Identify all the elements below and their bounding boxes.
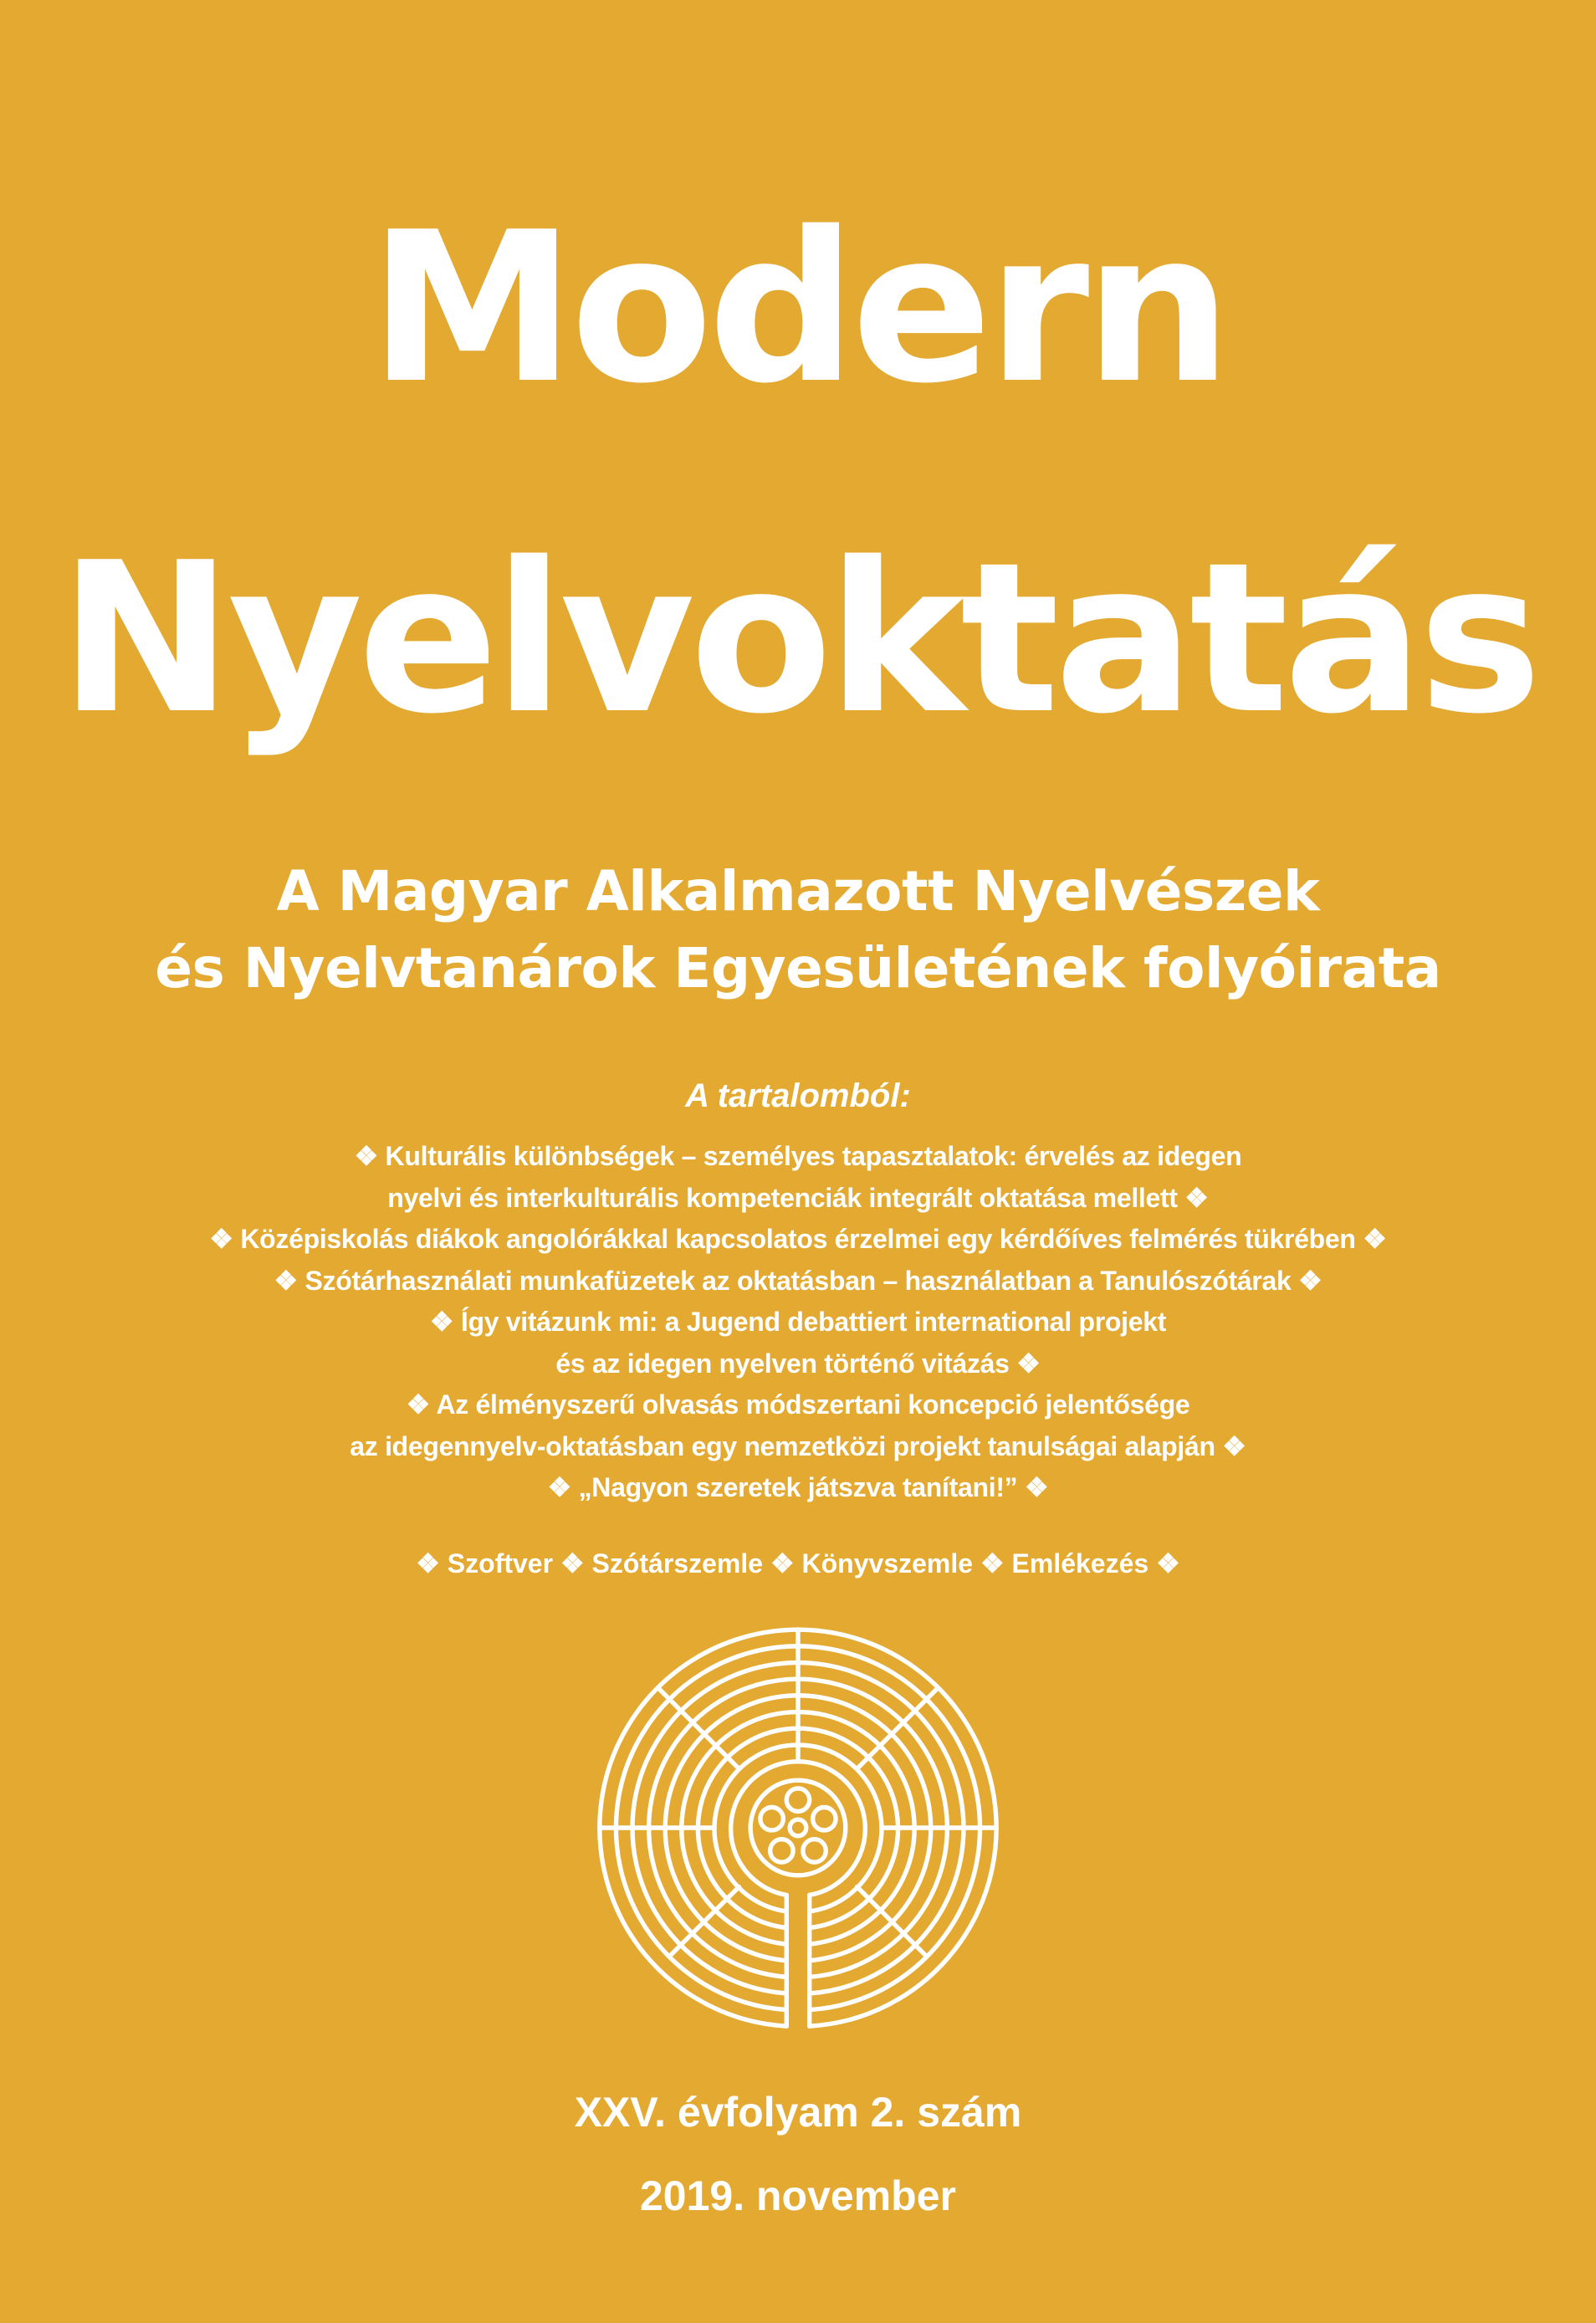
issue-number: XXV. évfolyam 2. szám bbox=[574, 2089, 1022, 2136]
contents-line: ❖ Szótárhasználati munkafüzetek az oktatásban – használatban a Tanulószótárak ❖ bbox=[274, 1265, 1322, 1296]
contents-line: az idegennyelv-oktatásban egy nemzetközi projekt tanulságai alapján ❖ bbox=[350, 1430, 1246, 1461]
contents-line: ❖ Középiskolás diákok angolórákkal kapcsolatos érzelmei egy kérdőíves felmérés tükrében ❖ bbox=[209, 1224, 1387, 1254]
title-line-2: Nyelvoktatás bbox=[59, 519, 1537, 760]
sections-line: ❖ Szoftver ❖ Szótárszemle ❖ Könyvszemle ❖ Emlékezés ❖ bbox=[416, 1548, 1180, 1579]
subtitle bbox=[0, 853, 1596, 1007]
subtitle-line-2: és Nyelvtanárok Egyesületének folyóirata bbox=[155, 936, 1441, 1000]
contents-line: ❖ Így vitázunk mi: a Jugend debattiert international projekt bbox=[429, 1307, 1167, 1337]
contents-line: ❖ „Nagyon szeretek játszva tanítani!” ❖ bbox=[547, 1472, 1049, 1502]
contents-line: ❖ Az élményszerű olvasás módszertani koncepció jelentősége bbox=[406, 1389, 1190, 1420]
issue-date: 2019. november bbox=[640, 2172, 956, 2219]
title-line-1: Modern bbox=[369, 188, 1227, 429]
contents-list bbox=[0, 1136, 1596, 1509]
contents-line: nyelvi és interkulturális kompetenciák integrált oktatása mellett ❖ bbox=[387, 1182, 1209, 1213]
labyrinth-icon bbox=[593, 1623, 1003, 2033]
subtitle-line-1: A Magyar Alkalmazott Nyelvészek bbox=[276, 859, 1320, 924]
contents-line: és az idegen nyelven történő vitázás ❖ bbox=[555, 1348, 1041, 1379]
contents-line: ❖ Kulturális különbségek – személyes tapasztalatok: érvelés az idegen bbox=[354, 1141, 1242, 1171]
contents-heading: A tartalomból: bbox=[685, 1077, 911, 1114]
